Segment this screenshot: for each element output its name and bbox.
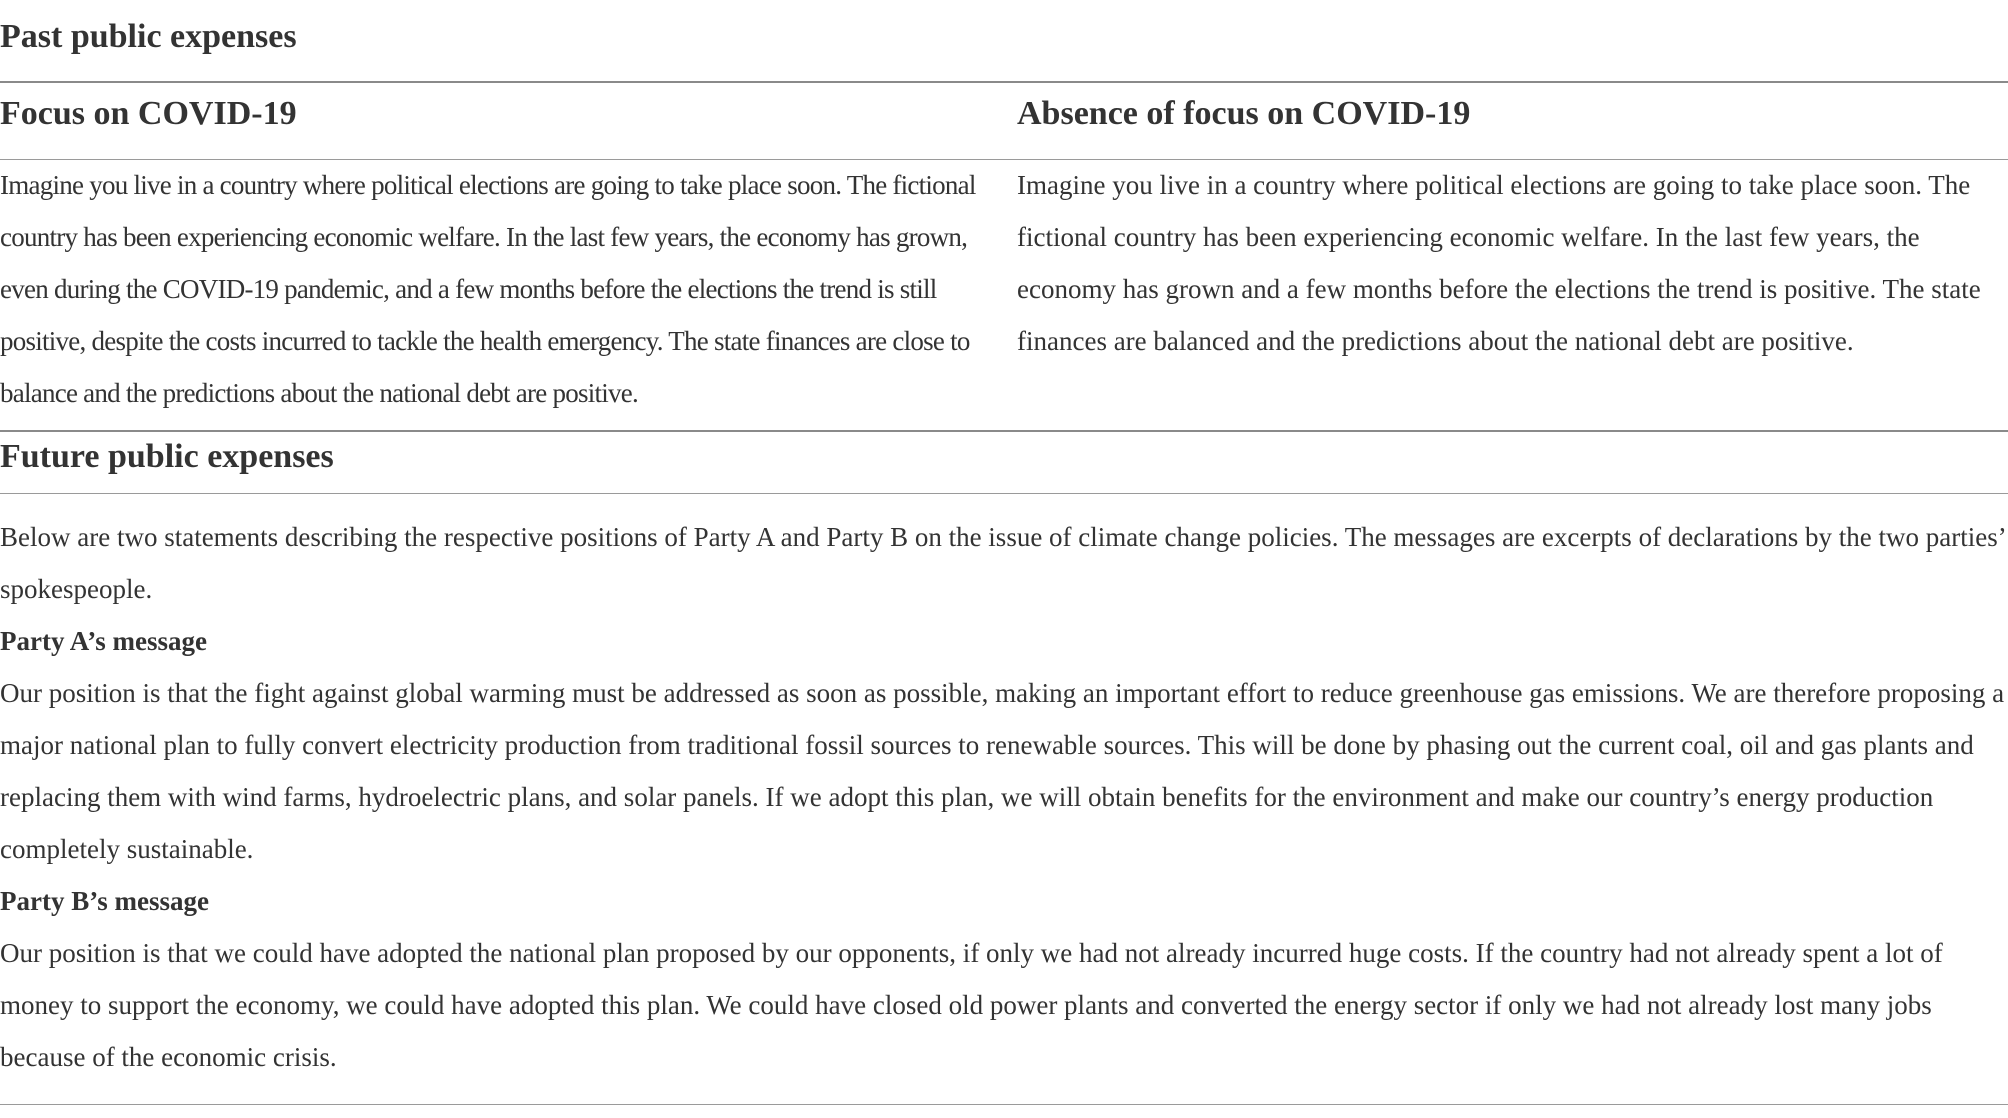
party-a-text: Our position is that the fight against global warming must be addressed as soon as possible, making an important effort to reduce greenhouse gas emissions. We are therefore proposing a major national plan to fully convert electricity production from traditional fossil sources to renewable sources. This will be done by phasing out the current coal, oil and gas plants and replacing them with wind farms, hydroelectric plans, and solar panels. If we adopt this plan, we will obtain benefits for the environment and make our country’s energy production completely sustainable. (0, 678, 2005, 864)
divider-table-bottom (0, 1104, 2008, 1105)
absence-covid-heading: Absence of focus on COVID-19 (1017, 95, 1471, 132)
party-b-text: Our position is that we could have adopted the national plan proposed by our opponents, if only we had not already incurred huge costs. If the country had not already spent a lot of money to support the economy, we could have adopted this plan. We could have closed old power plants and converted the energy sector if only we had not already lost many jobs because of the economic crisis. (0, 938, 1943, 1072)
future-expenses-title: Future public expenses (0, 438, 334, 475)
divider-future-top (0, 493, 2008, 494)
focus-covid-heading: Focus on COVID-19 (0, 95, 297, 132)
absence-covid-text: Imagine you live in a country where political elections are going to take place soon. The fictional country has been experiencing economic welfare. In the last few years, the economy has grown and a few months before the elections the trend is positive. The state finances are balanced and the predictions about the national debt are positive. (1017, 170, 1981, 356)
past-expenses-title: Past public expenses (0, 18, 297, 55)
focus-covid-text: Imagine you live in a country where political elections are going to take place soon. The fictional country has been experiencing economic welfare. In the last few years, the economy has grown, even during the COVID-19 pandemic, and a few months before the elections the trend is still positive, despite the costs incurred to tackle the health emergency. The state finances are close to balance and the predictions about the national debt are positive. (0, 170, 976, 408)
divider-past-bottom (0, 430, 2008, 432)
party-b-label: Party B’s message (0, 886, 209, 916)
future-expenses-body (0, 511, 2008, 1083)
future-intro-text: Below are two statements describing the respective positions of Party A and Party B on the issue of climate change policies. The messages are excerpts of declarations by the two parties’ spokespeople. (0, 522, 2005, 604)
divider-past-top (0, 81, 2008, 83)
party-a-label: Party A’s message (0, 626, 207, 656)
